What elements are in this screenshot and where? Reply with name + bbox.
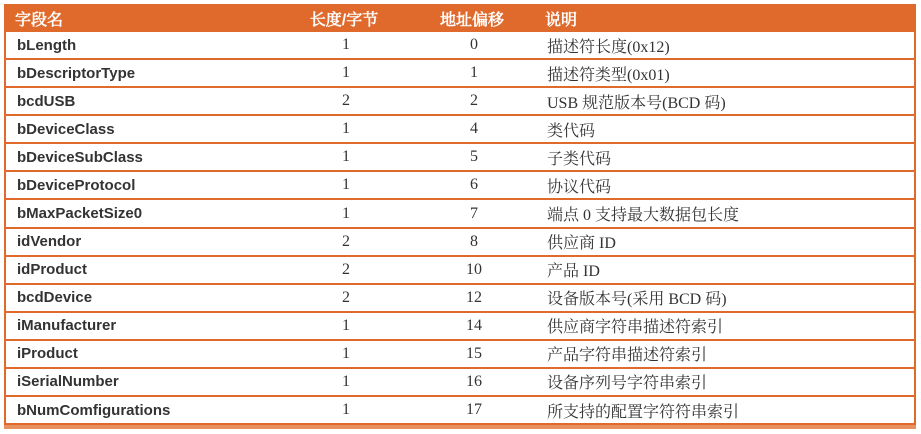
table-row [6, 229, 914, 255]
offset-cell: 15 [466, 344, 482, 362]
length-cell: 1 [342, 401, 350, 419]
length-cell: 1 [342, 120, 350, 138]
table-row [6, 88, 914, 114]
length-cell: 1 [342, 204, 350, 222]
table-body [4, 32, 916, 425]
field-name-cell: bDescriptorType [17, 64, 136, 82]
col-header-length-bytes: 长度/字节 [309, 11, 379, 29]
field-name-cell: bLength [17, 36, 77, 54]
description-cell: 描述符类型(0x01) [547, 66, 670, 84]
description-cell: 子类代码 [547, 150, 612, 168]
offset-cell: 1 [470, 64, 478, 82]
offset-cell: 8 [470, 232, 478, 250]
field-name-cell: iProduct [17, 345, 78, 363]
description-cell: 设备序列号字符串索引 [547, 375, 708, 393]
length-cell: 2 [342, 288, 350, 306]
table-row [6, 144, 914, 170]
length-cell: 1 [342, 36, 350, 54]
offset-cell: 4 [470, 120, 478, 138]
field-name-cell: bDeviceClass [17, 120, 115, 138]
description-cell: 描述符长度(0x12) [547, 38, 670, 56]
table-row [6, 172, 914, 198]
table-row [6, 32, 914, 58]
usb-device-descriptor-table [4, 4, 916, 433]
table-row [6, 369, 914, 395]
length-cell: 1 [342, 176, 350, 194]
offset-cell: 2 [470, 92, 478, 110]
length-cell: 1 [342, 148, 350, 166]
field-name-cell: iManufacturer [17, 317, 117, 335]
offset-cell: 16 [466, 372, 482, 390]
field-name-cell: bMaxPacketSize0 [17, 205, 143, 222]
description-cell: 协议代码 [547, 178, 612, 196]
field-name-cell: iSerialNumber [17, 373, 119, 391]
length-cell: 1 [342, 344, 350, 362]
length-cell: 2 [342, 260, 350, 278]
table-row [6, 60, 914, 86]
offset-cell: 6 [470, 176, 478, 194]
field-name-cell: bDeviceProtocol [17, 176, 136, 194]
description-cell: USB 规范版本号(BCD 码) [547, 94, 726, 112]
description-cell: 类代码 [547, 122, 596, 140]
length-cell: 1 [342, 372, 350, 390]
offset-cell: 0 [470, 36, 478, 54]
offset-cell: 7 [470, 204, 478, 222]
description-cell: 产品字符串描述符索引 [547, 347, 708, 365]
table-bottom-border [4, 425, 916, 429]
length-cell: 1 [342, 64, 350, 82]
offset-cell: 14 [466, 316, 482, 334]
table-row [6, 116, 914, 142]
col-header-field-name: 字段名 [15, 11, 64, 29]
field-name-cell: bDeviceSubClass [17, 148, 143, 166]
field-name-cell: idVendor [17, 233, 82, 251]
field-name-cell: idProduct [17, 261, 87, 279]
table-row [6, 285, 914, 311]
field-name-cell: bNumComfigurations [17, 401, 171, 419]
offset-cell: 12 [466, 288, 482, 306]
description-cell: 所支持的配置字符符串索引 [547, 403, 740, 421]
table-row [6, 200, 914, 226]
description-cell: 产品 ID [547, 263, 600, 281]
offset-cell: 5 [470, 148, 478, 166]
col-header-description: 说明 [545, 11, 578, 29]
table-header-row [4, 4, 916, 32]
col-header-address-offset: 地址偏移 [439, 11, 504, 29]
field-name-cell: bcdUSB [17, 92, 76, 110]
table-row [6, 397, 914, 423]
table-row [6, 257, 914, 283]
description-cell: 供应商 ID [547, 235, 616, 253]
length-cell: 1 [342, 316, 350, 334]
offset-cell: 17 [466, 401, 482, 419]
length-cell: 2 [342, 92, 350, 110]
length-cell: 2 [342, 232, 350, 250]
description-cell: 供应商字符串描述符索引 [547, 319, 724, 337]
offset-cell: 10 [466, 260, 482, 278]
table-row [6, 313, 914, 339]
field-name-cell: bcdDevice [17, 289, 93, 307]
description-cell: 端点 0 支持最大数据包长度 [547, 207, 740, 224]
table-row [6, 341, 914, 367]
description-cell: 设备版本号(采用 BCD 码) [547, 291, 727, 309]
